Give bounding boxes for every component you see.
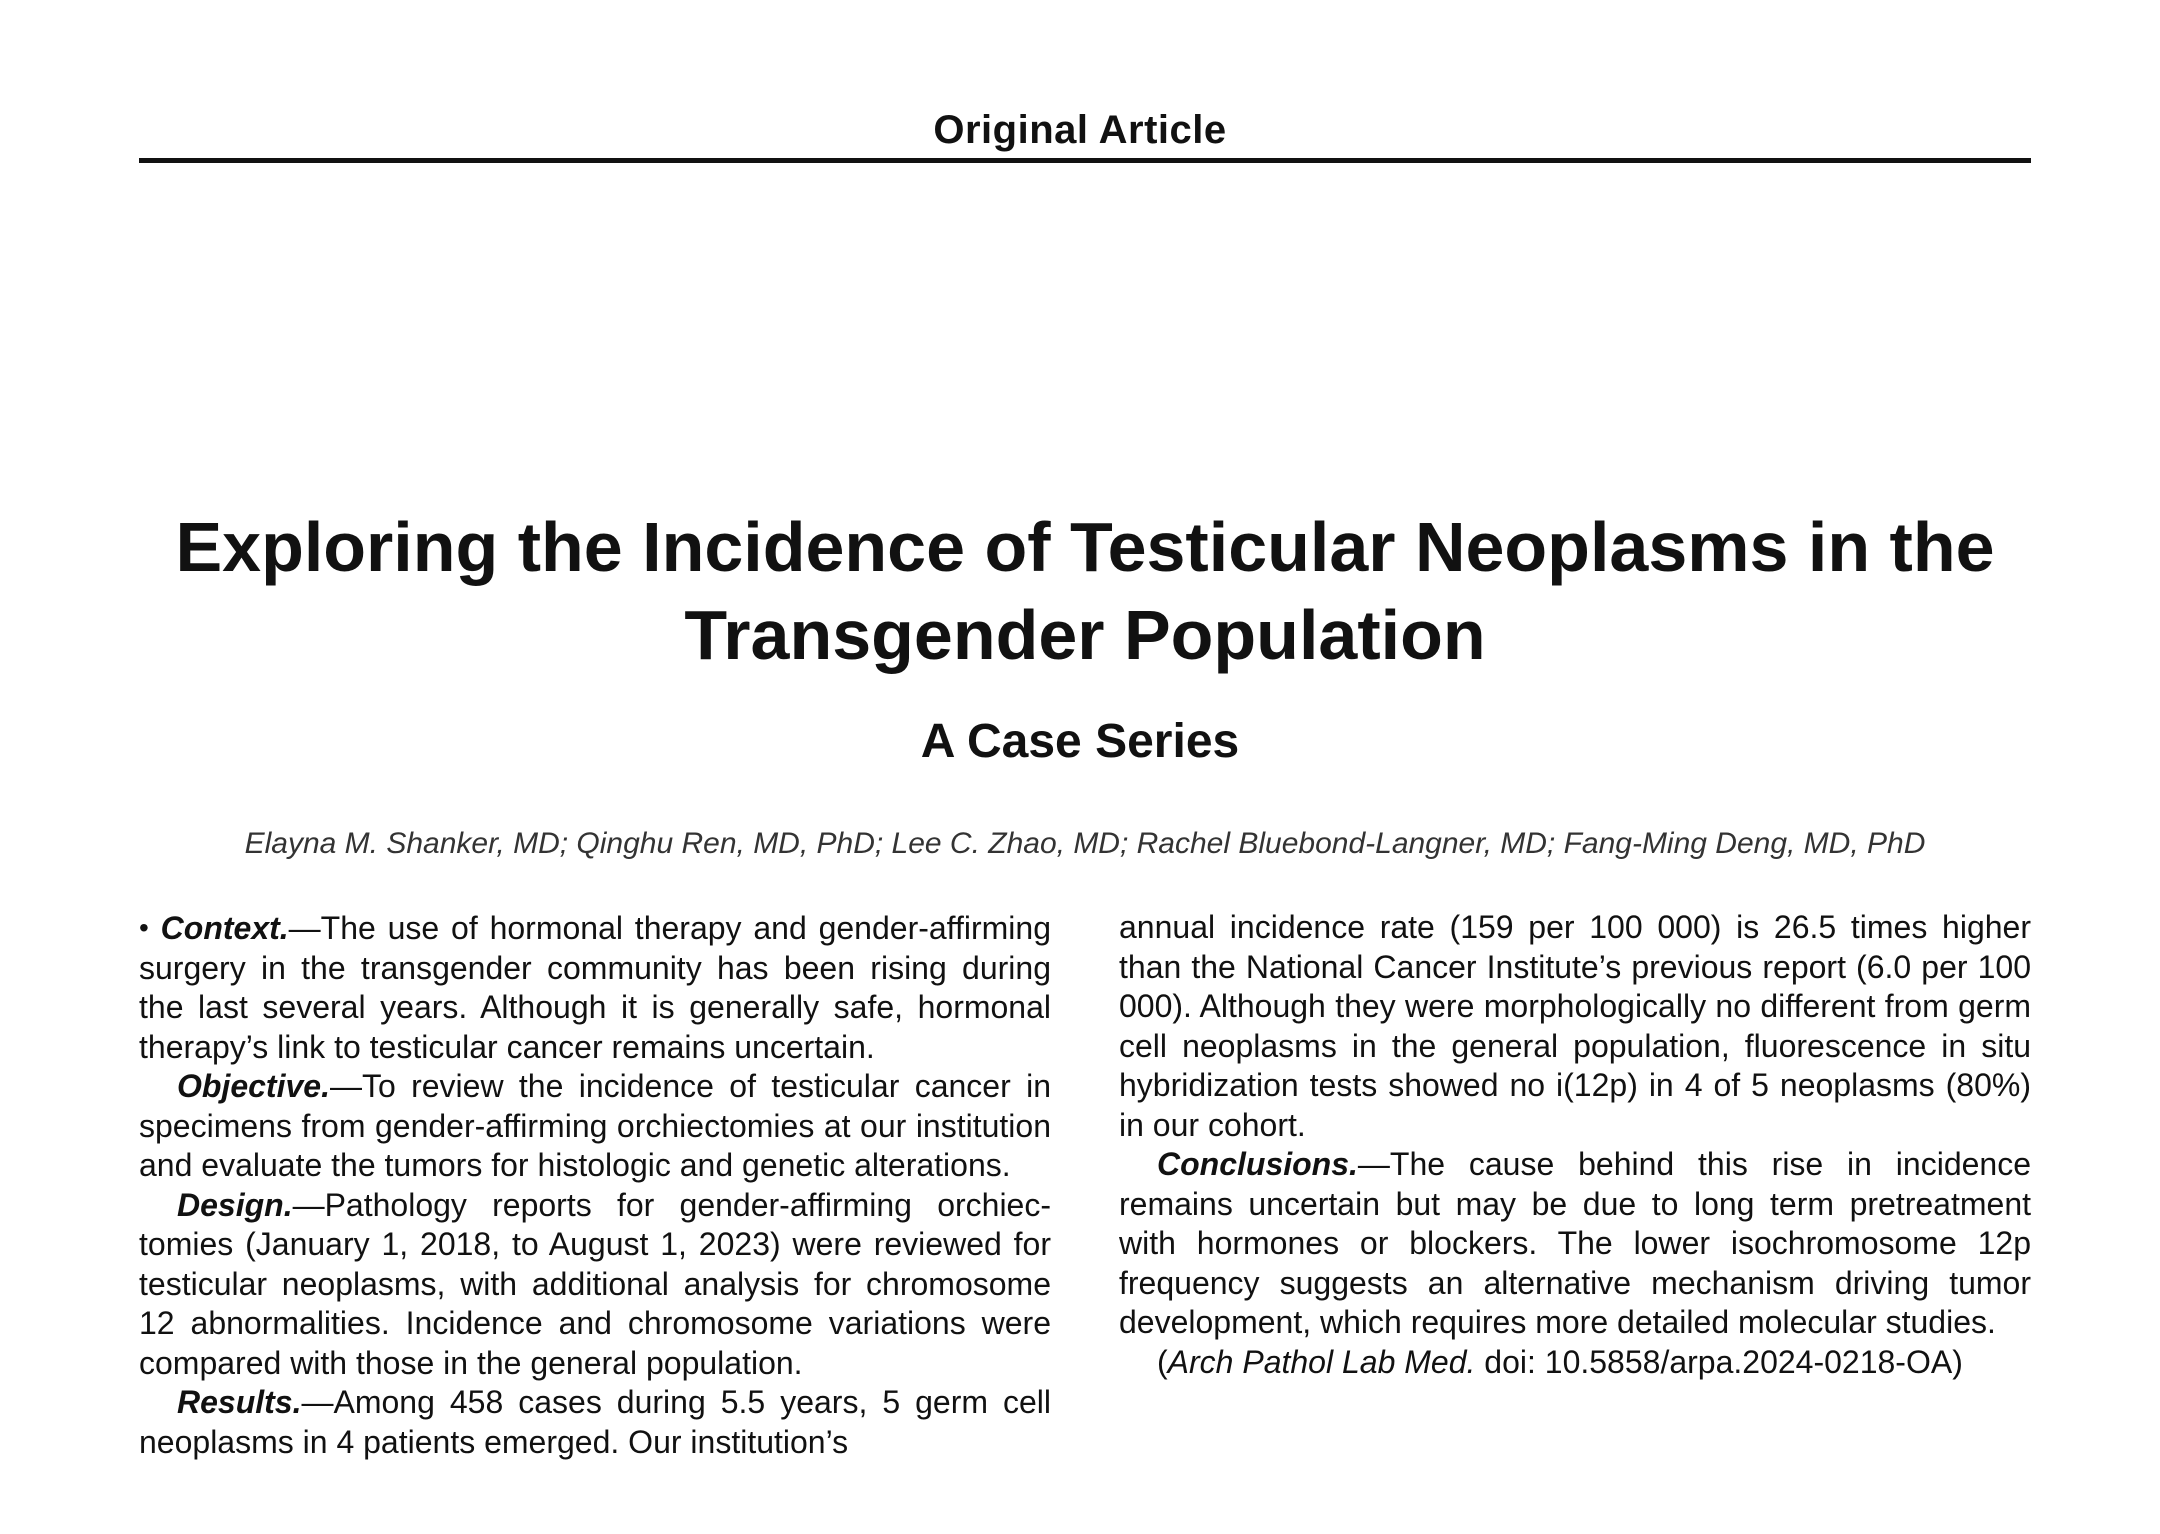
abstract-objective [139,1067,1051,1186]
objective-label: Objective. [177,1068,330,1104]
citation-open: ( [1157,1343,1168,1380]
abstract-conclusions [1119,1145,2031,1343]
abstract-results [139,1383,1051,1462]
abstract-left-column [139,908,1051,1462]
abstract-results-continued [1119,908,2031,1145]
conclusions-label: Conclusions. [1157,1146,1358,1182]
abstract-design [139,1186,1051,1384]
article-title: Exploring the Incidence of Testicular Neoplasms in the Transgender Population [175,508,1995,674]
design-text: —Pathology reports for gender-affirming orchiectomies (January 1, 2018, to August 1, 2023) were reviewed for testicular neoplasms, with additional analysis for chromosome 12 abnormalities. Incidence and chromosome variations were compared with those in the general population. [139,1186,1051,1381]
results-text-end: annual incidence rate (159 per 100 000) is 26.5 times higher than the National Cancer Institute’s previous report (6.0 per 100 000). Although they were morphologically no different from germ cell neoplasms in the general population, fluorescence in situ hybridization tests showed no i(12p) in 4 of 5 neoplasms (80%) in our cohort. [1119,909,2031,1143]
bullet-icon: • [139,912,149,943]
objective-text: —To review the incidence of testicular cancer in specimens from gender-affirming orchiectomies at our institution and evaluate the tumors for histologic and genetic alterations. [139,1068,1051,1183]
section-label: Original Article [933,108,1227,152]
author-list: Elayna M. Shanker, MD; Qinghu Ren, MD, PhD; Lee C. Zhao, MD; Rachel Bluebond-Langner, MD; Fang-Ming Deng, MD, PhD [244,827,1926,860]
citation-journal: Arch Pathol Lab Med. [1167,1343,1476,1380]
design-label: Design. [177,1186,293,1223]
header-rule [139,158,2031,163]
abstract-context [139,908,1051,1067]
results-label: Results. [177,1384,302,1420]
article-subtitle: A Case Series [920,715,1240,768]
abstract-citation [1119,1343,2031,1383]
citation-doi: doi: 10.5858/arpa.2024-0218-OA) [1475,1343,1963,1380]
abstract-right-column [1119,908,2031,1382]
results-text-start: —Among 458 cases during 5.5 years, 5 germ cell neoplasms in 4 patients emerged. Our institution’s [139,1384,1051,1460]
context-label: Context. [160,910,289,946]
conclusions-text: —The cause behind this rise in incidence remains uncertain but may be due to long term pretreatment with hormones or blockers. The lower isochromosome 12p frequency suggests an alternative mechanism driving tumor development, which requires more detailed molecular studies. [1119,1146,2031,1340]
context-text: —The use of hormonal therapy and gender-affirming surgery in the transgender community has been rising during the last several years. Although it is generally safe, hormonal therapy’s link to testicular cancer remains uncertain. [139,910,1052,1065]
